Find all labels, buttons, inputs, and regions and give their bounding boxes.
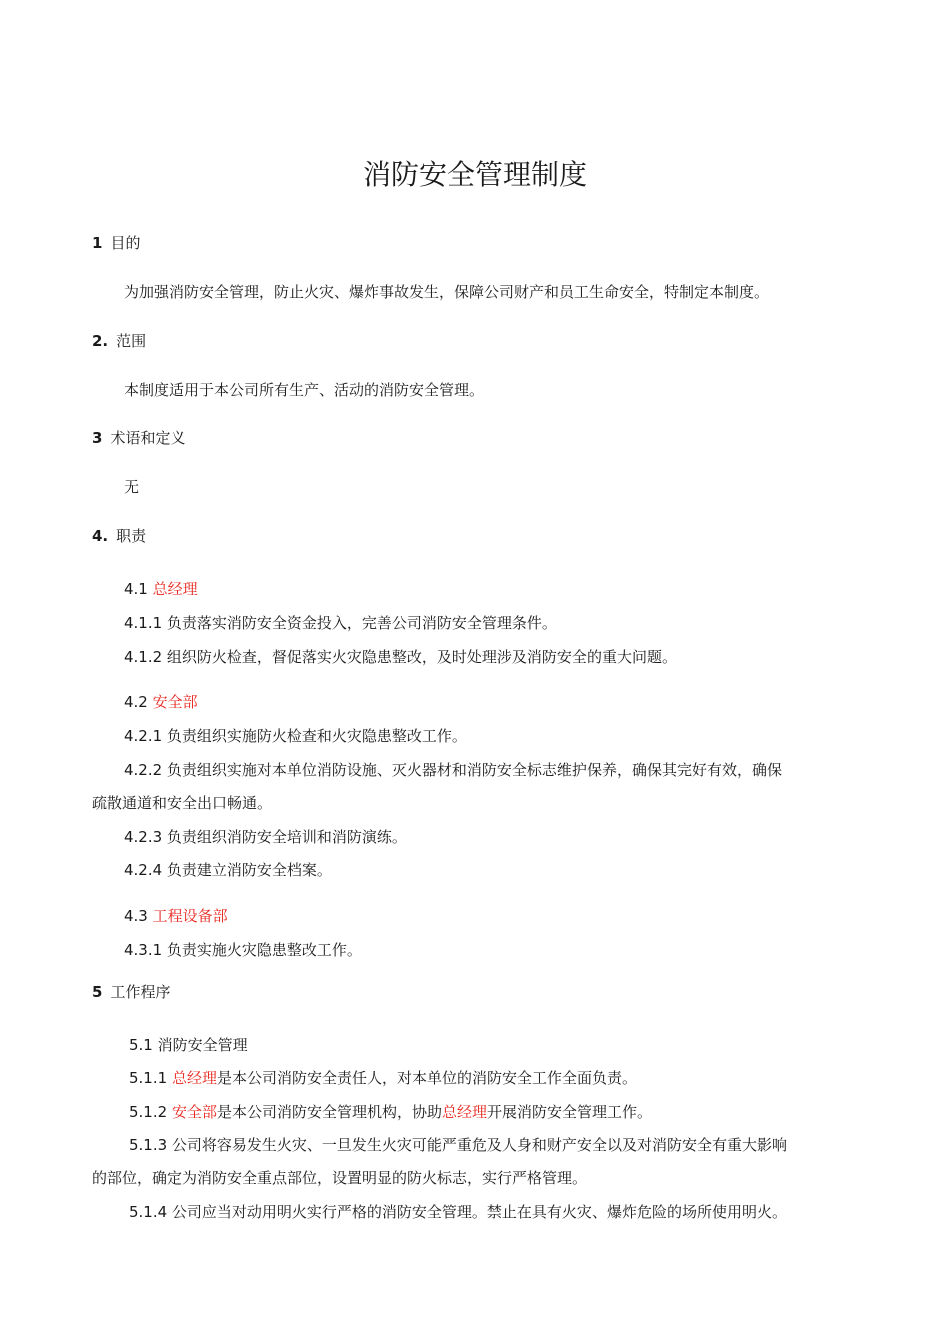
section-number: 4. — [92, 527, 109, 545]
section-title: 范围 — [116, 332, 147, 350]
subsection-heading-4-2 — [124, 692, 198, 712]
section-heading-5 — [92, 982, 170, 1002]
list-item: 4.2.1 负责组织实施防火检查和火灾隐患整改工作。 — [124, 727, 467, 745]
section-heading-3 — [92, 428, 185, 448]
role-name: 安全部 — [152, 693, 198, 711]
section-number: 5 — [92, 983, 103, 1001]
list-item: 4.2.2 负责组织实施对本单位消防设施、灭火器材和消防安全标志维护保养，确保其完好有效，确保 — [124, 761, 782, 779]
item-text: 是本公司消防安全管理机构，协助 — [216, 1103, 442, 1121]
list-item — [129, 1068, 637, 1088]
subsection-number: 4.1 — [124, 580, 148, 598]
list-item: 4.2.4 负责建立消防安全档案。 — [124, 861, 332, 879]
list-item-continuation: 疏散通道和安全出口畅通。 — [92, 794, 273, 812]
subsection-heading-5-1: 5.1 消防安全管理 — [129, 1036, 248, 1054]
list-item: 4.3.1 负责实施火灾隐患整改工作。 — [124, 941, 362, 959]
section-title: 术语和定义 — [110, 429, 186, 447]
subsection-number: 4.2 — [124, 693, 148, 711]
section-title: 职责 — [116, 527, 147, 545]
item-text: 开展消防安全管理工作。 — [487, 1103, 653, 1121]
paragraph: 为加强消防安全管理，防止火灾、爆炸事故发生，保障公司财产和员工生命安全，特制定本制度。 — [124, 283, 770, 301]
section-number: 3 — [92, 429, 103, 447]
list-item: 4.1.1 负责落实消防安全资金投入，完善公司消防安全管理条件。 — [124, 614, 557, 632]
page-title: 消防安全管理制度 — [362, 158, 587, 191]
list-item: 4.1.2 组织防火检查，督促落实火灾隐患整改，及时处理涉及消防安全的重大问题。 — [124, 648, 677, 666]
section-heading-4 — [92, 526, 146, 546]
section-heading-2 — [92, 331, 146, 351]
subsection-heading-4-1 — [124, 579, 198, 599]
list-item-continuation: 的部位，确定为消防安全重点部位，设置明显的防火标志，实行严格管理。 — [92, 1169, 588, 1187]
section-heading-1 — [92, 233, 140, 253]
list-item: 4.2.3 负责组织消防安全培训和消防演练。 — [124, 828, 407, 846]
section-number: 1 — [92, 234, 103, 252]
item-text: 是本公司消防安全责任人，对本单位的消防安全工作全面负责。 — [216, 1069, 637, 1087]
list-item: 5.1.3 公司将容易发生火灾、一旦发生火灾可能严重危及人身和财产安全以及对消防安全有重大影响 — [129, 1136, 787, 1154]
role-name: 总经理 — [171, 1069, 217, 1087]
paragraph: 无 — [124, 478, 140, 496]
item-number: 5.1.2 — [129, 1103, 168, 1121]
role-name: 安全部 — [171, 1103, 217, 1121]
role-name: 总经理 — [441, 1103, 487, 1121]
list-item — [129, 1102, 652, 1122]
subsection-heading-4-3 — [124, 906, 228, 926]
item-number: 5.1.1 — [129, 1069, 168, 1087]
paragraph: 本制度适用于本公司所有生产、活动的消防安全管理。 — [124, 381, 485, 399]
section-title: 工作程序 — [110, 983, 171, 1001]
section-title: 目的 — [110, 234, 141, 252]
list-item: 5.1.4 公司应当对动用明火实行严格的消防安全管理。禁止在具有火灾、爆炸危险的场所使用明火。 — [129, 1203, 787, 1221]
role-name: 工程设备部 — [152, 907, 228, 925]
subsection-number: 4.3 — [124, 907, 148, 925]
role-name: 总经理 — [152, 580, 198, 598]
section-number: 2. — [92, 332, 109, 350]
